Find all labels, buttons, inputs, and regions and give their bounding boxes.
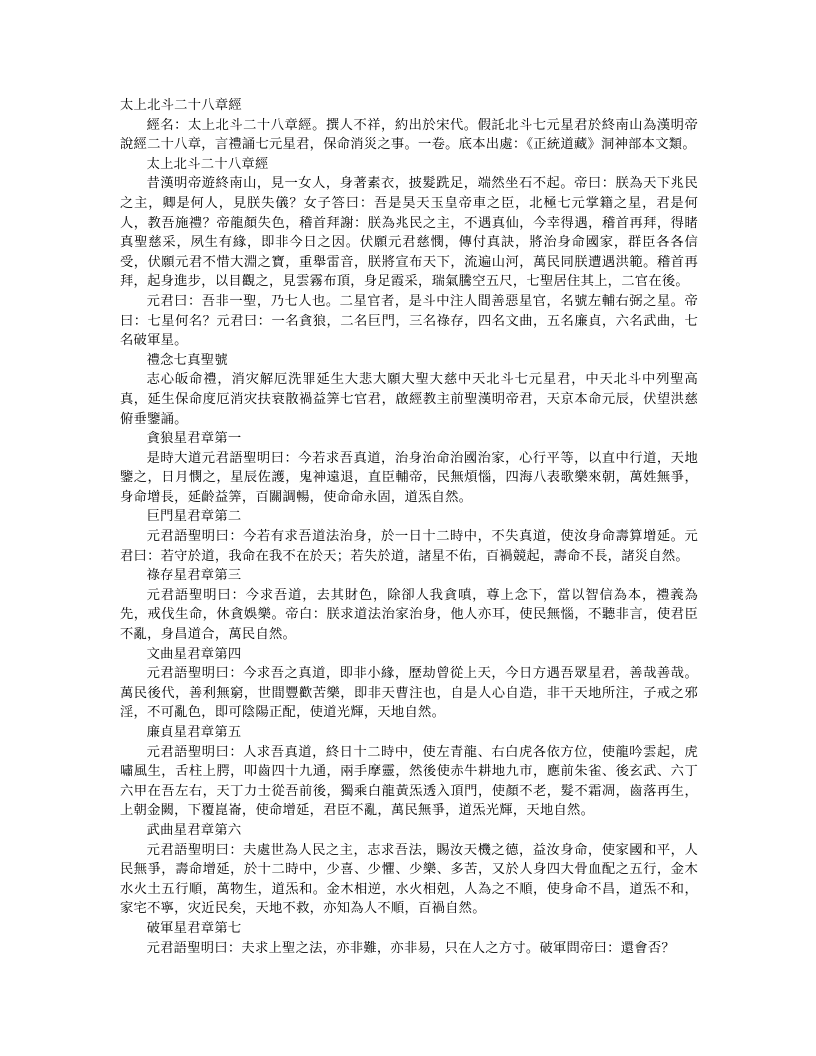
chapter-paragraph: 是時大道元君語聖明曰：今若求吾真道，治身治命治國治家，心行平等，以直中行道，天地鑒之，日月憫之，星辰佐護，鬼神遠退，直臣輔帝，民無煩惱，四海八表歌樂來朝，萬姓無爭，身命增長，延齡益筭，百關調暢，使命命永固，道炁自然。	[120, 450, 698, 505]
section-heading: 禮念七真聖號	[146, 352, 228, 368]
chapter-paragraph: 元君語聖明曰：今求吾道，去其財色，除卻人我貪嗔，尊上念下，當以智信為本，禮義為先，戒伐生命，休貪娛樂。帝白：朕求道法治家治身，他人亦耳，使民無惱，不聽非言，使君臣不亂，身昌道合，萬民自然。	[120, 587, 698, 643]
intro-paragraph: 元君曰：吾非一聖，乃七人也。二星官者，是斗中注人間善惡星官，名號左輔右弼之星。帝曰：七星何名？元君曰：一名貪狼，二名巨門，三名祿存，四名文曲，五名廉貞，六名武曲，七名破軍星。	[120, 293, 698, 349]
chapter-heading: 巨門星君章第二	[146, 509, 242, 525]
intro-paragraph: 昔漢明帝遊終南山，見一女人，身著素衣，披髮跣足，端然坐石不起。帝曰：朕為天下兆民之主，卿是何人，見朕失儀？女子答曰：吾是昊天玉皇帝車之臣，北極七元掌籍之星，君是何人，教吾施禮？帝龍顏失色，稽首拜謝：朕為兆民之主，不遇真仙，今幸得遇，稽首再拜，得睹真聖慈采，夙生有緣，即非今日之因。伏願元君慈憫，傳付真訣，將治身命國家，群臣各各信受，伏願元君不惜大淵之寶，重舉雷音，朕將宣布天下，流遍山河，萬民同朕遭遇洪範。稽首再拜，起身進步，以目觀之，見雲霧布頂，身足霞采，瑞氣騰空五尺，七聖居住其上，二官在後。	[120, 176, 698, 290]
chapter-heading: 武曲星君章第六	[146, 822, 242, 838]
section-paragraph: 志心皈命禮，消灾解厄洗罪延生大悲大願大聖大慈中天北斗七元星君，中天北斗中列聖高真，延生保命度厄消灾扶衰散禍益筭七官君，啟經教主前聖漢明帝君，天京本命元辰，伏望洪慈俯垂鑒誦。	[120, 372, 698, 427]
document-body	[120, 96, 698, 958]
chapter-paragraph: 元君語聖明曰：今求吾之真道，即非小緣，歷劫曾從上天，今日方遇吾眾星君，善哉善哉。萬民後代，善利無窮，世間豐歡苦樂，即非天曹注也，自是人心自造，非干天地所注，子戒之邪淫，不可亂色，即可陰陽正配，使道光輝，天地自然。	[120, 666, 698, 721]
chapter-heading: 廉貞星君章第五	[146, 725, 242, 740]
chapter-paragraph: 元君語聖明曰：夫求上聖之法，亦非難，亦非易，只在人之方寸。破軍問帝曰：還會否？	[146, 940, 675, 956]
chapter-paragraph: 元君語聖明曰：人求吾真道，終日十二時中，使左青龍、右白虎各依方位，使龍吟雲起，虎嘯風生，舌柱上腭，叩齒四十九通，兩手摩靈，然後使赤牛耕地九市，應前朱雀、後玄武、六丁六甲在吾左右，天丁力士從吾前後，獨乘白龍黃炁透入頂門，使顏不老，髮不霜凋，齒落再生，上朝金闕，下覆崑崙，使命增延，君臣不亂，萬民無爭，道炁光輝，天地自然。	[120, 744, 698, 819]
document-title: 太上北斗二十八章經	[120, 98, 242, 113]
document-description: 經名：太上北斗二十八章經。撰人不祥，約出於宋代。假託北斗七元星君於終南山為漢明帝說經二十八章，言禮誦七元星君，保命消災之事。一卷。底本出處：《正統道藏》洞神部本文類。	[120, 117, 698, 153]
scripture-title: 太上北斗二十八章經	[146, 156, 269, 172]
chapter-heading: 破軍星君章第七	[146, 920, 242, 936]
chapter-paragraph: 元君語聖明曰：夫處世為人民之主，志求吾法，賜汝天機之德，益汝身命，使家國和平，人民無爭，壽命增延，於十二時中，少喜、少懼、少樂、多苦，又於人身四大骨血配之五行，金木水火土五行順，萬物生，道炁和。金木相逆，水火相剋，人為之不順，使身命不昌，道炁不和，家宅不寧，灾近民矣，天地不救，亦知為人不順，百禍自然。	[120, 842, 698, 917]
chapter-paragraph: 元君語聖明曰：今若有求吾道法治身，於一日十二時中，不失真道，使汝身命壽算增延。元君曰：若守於道，我命在我不在於天；若失於道，諸星不佑，百禍競起，壽命不長，諸災自然。	[120, 529, 698, 564]
chapter-heading: 文曲星君章第四	[146, 646, 242, 662]
chapter-heading: 貪狼星君章第一	[146, 431, 242, 447]
chapter-heading: 祿存星君章第三	[146, 568, 242, 584]
